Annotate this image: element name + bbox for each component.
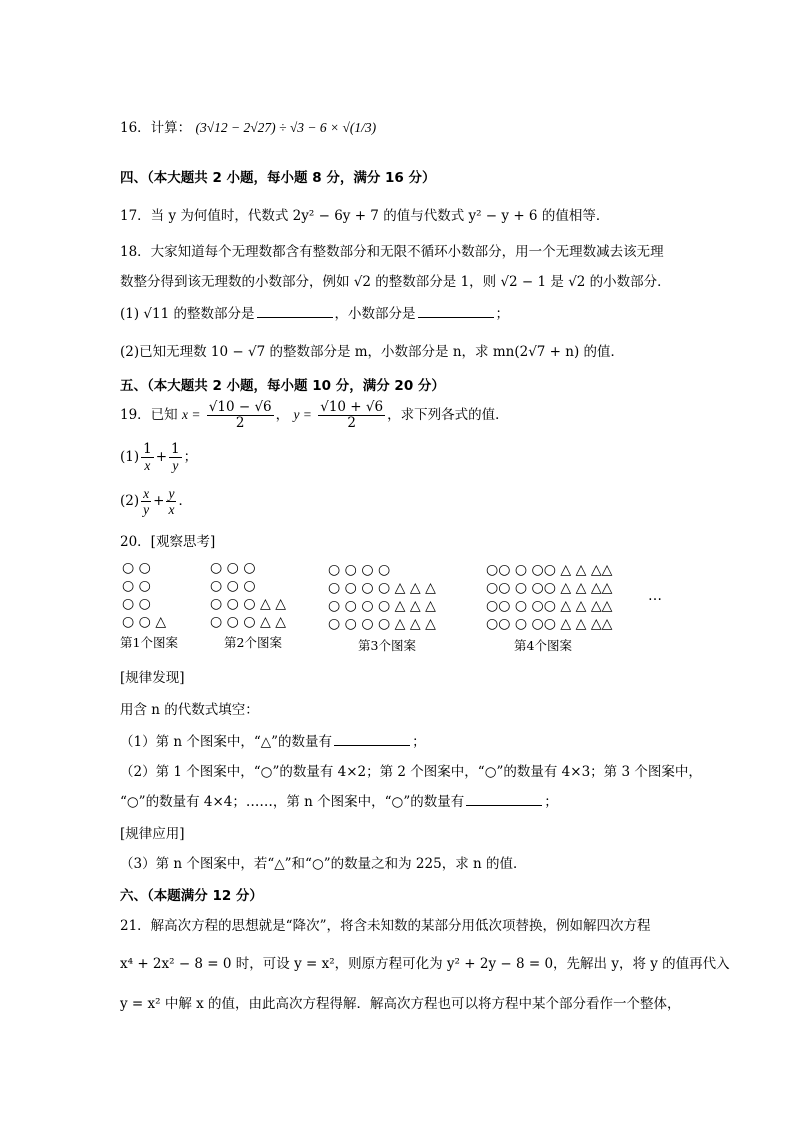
question-20-title: 20．[观察思考] [120,534,216,550]
q20-p2b-text: “○”的数量有 4×4；……，第 n 个图案中，“○”的数量有 [120,794,465,810]
pattern2-row: ○ ○ ○ △ △ [210,596,286,612]
question-19-part2: (2) $\frac{x}{y}$ + $\frac{y}{x}$ ． [120,486,192,517]
q20-p2-end: ； [544,794,558,810]
pattern4-row: ○○ ○ ○○ △ △ △△ [486,598,613,614]
x-fraction [207,400,274,431]
fill-intro: 用含 n 的代数式填空： [120,702,259,718]
section-6-title: 六、（本题满分 12 分） [120,888,263,904]
x-over-y [141,486,151,517]
q18-part1b-text: ，小数部分是 [334,306,416,322]
x-numerator: √10 − √6 [208,399,272,415]
pattern2-caption: 第2个图案 [224,635,282,650]
question-21-line2: x⁴ + 2x² − 8 = 0 时，可设 y = x²，则原方程可化为 y² + 2y − 8 = 0，先解出 y，将 y 的值再代入 [120,956,730,972]
question-20-part2-line1: （2）第 1 个图案中，“○”的数量有 4×2；第 2 个图案中，“○”的数量有 4×3；第 3 个图案中， [120,764,702,780]
answer-blank[interactable] [466,793,542,806]
q19-p2-label: (2) [120,493,140,509]
discovery-heading: [规律发现] [120,670,185,686]
var-x: x = [181,407,201,422]
pattern3-caption: 第3个图案 [358,638,416,653]
frac-den: x [168,502,175,517]
question-19: 19．已知 x = $\frac{√10 - √6}{2}$ ， y = $\frac{√10 + √6}{2}$ ，求下列各式的值． [120,399,509,431]
pattern4-caption: 第4个图案 [514,638,572,653]
question-20-part2-line2 [120,790,558,810]
pattern2-row: ○ ○ ○ △ △ [210,614,286,630]
y-denominator: 2 [347,415,356,431]
section-4-title: 四、（本大题共 2 小题，每小题 8 分，满分 16 分） [120,170,436,186]
pattern1-row: ○ ○ [122,560,151,576]
question-19-part1: (1) $\frac{1}{x}$ + $\frac{1}{y}$ ； [120,441,198,473]
pattern4-row: ○○ ○ ○○ △ △ △△ [486,562,613,578]
question-18-line1: 18．大家知道每个无理数都含有整数部分和无限不循环小数部分，用一个无理数减去该无理 [120,244,664,260]
application-heading: [规律应用] [120,826,185,842]
answer-blank[interactable] [334,733,410,746]
q20-p1-text: （1）第 n 个图案中，“△”的数量有 [120,734,333,750]
frac-num: 1 [171,441,180,457]
question-16 [120,116,376,136]
question-18-part2: (2)已知无理数 10 − √7 的整数部分是 m，小数部分是 n，求 mn(2√7 + n) 的值． [120,344,625,360]
x-denominator: 2 [235,415,245,431]
y-fraction [318,400,385,431]
pattern2-row: ○ ○ ○ [210,578,256,594]
ellipsis: … [648,588,662,604]
frac-den: y [172,458,179,473]
y-numerator: √10 + √6 [320,399,384,415]
question-17: 17．当 y 为何值时，代数式 2y² − 6y + 7 的值与代数式 y² − y + 6 的值相等． [120,208,610,224]
frac-num: 1 [143,441,152,457]
pattern3-row: ○ ○ ○ ○ [328,562,391,578]
pattern3-row: ○ ○ ○ ○ △ △ △ [328,598,436,614]
question-20-part1 [120,730,426,750]
pattern1-row: ○ ○ [122,596,151,612]
pattern3-row: ○ ○ ○ ○ △ △ △ [328,580,436,596]
q16-expression: (3√12 − 2√27) ÷ √3 − 6 × √(1/3) [195,120,377,135]
question-21-line3: y = x² 中解 x 的值，由此高次方程得解．解高次方程也可以将方程中某个部分看作一个整体， [120,996,681,1012]
pattern1-row: ○ ○ △ [122,614,167,630]
q20-p1-end: ； [412,734,426,750]
frac-num: x [143,486,150,501]
q19-lead: 19．已知 [120,407,178,423]
var-y: y = [293,407,312,422]
answer-blank[interactable] [257,305,333,318]
one-over-x [141,442,154,473]
frac-num: y [168,486,175,501]
pattern3-row: ○ ○ ○ ○ △ △ △ [328,616,436,632]
q18-part1-text: (1) √11 的整数部分是 [120,306,255,322]
pattern4-row: ○○ ○ ○○ △ △ △△ [486,580,613,596]
question-18-line2: 数整分得到该无理数的小数部分，例如 √2 的整数部分是 1，则 √2 − 1 是 √2 的小数部分． [120,274,671,290]
question-18-part1 [120,302,509,322]
pattern2-row: ○ ○ ○ [210,560,256,576]
pattern1-row: ○ ○ [122,578,151,594]
pattern4-row: ○○ ○ ○○ △ △ △△ [486,616,613,632]
section-5-title: 五、（本大题共 2 小题，每小题 10 分，满分 20 分） [120,378,445,394]
q19-tail: ，求下列各式的值． [387,407,509,423]
question-20-part3: （3）第 n 个图案中，若“△”和“○”的数量之和为 225，求 n 的值． [120,856,527,872]
pattern1-caption: 第1个图案 [120,635,178,650]
question-21-line1: 21．解高次方程的思想就是“降次”，将含未知数的某部分用低次项替换，例如解四次方程 [120,918,651,934]
q18-part1-end: ； [495,306,509,322]
one-over-y [169,442,182,473]
q16-label: 16．计算： [120,120,192,136]
frac-den: y [143,502,150,517]
q19-p1-label: (1) [120,449,140,465]
answer-blank[interactable] [418,305,494,318]
y-over-x [166,486,176,517]
pattern-figure [118,560,678,660]
frac-den: x [144,458,151,473]
